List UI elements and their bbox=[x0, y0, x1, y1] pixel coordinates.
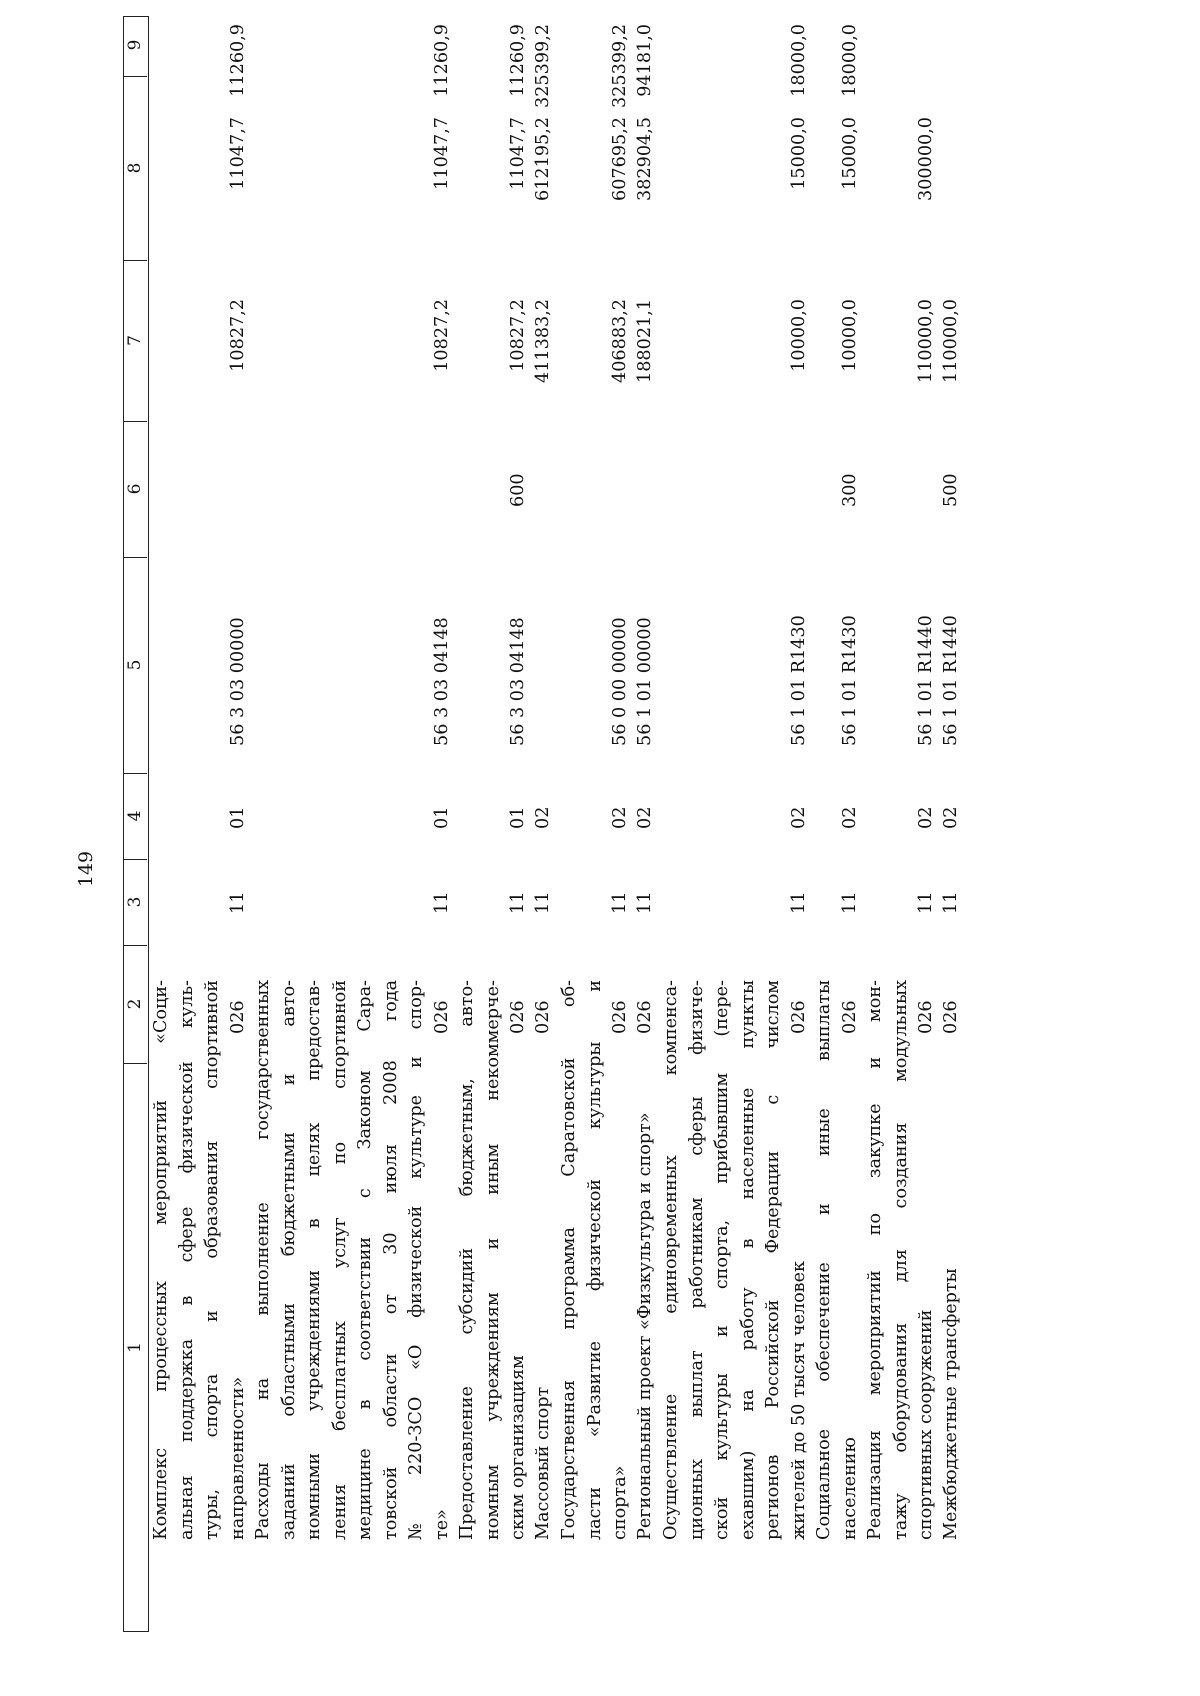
description-line: те» bbox=[431, 1509, 452, 1540]
description-line: регионов Российской Федерации с числом bbox=[763, 980, 783, 1540]
amount-year-1: 10000,0 bbox=[788, 299, 809, 372]
header-col-6: 6 bbox=[124, 421, 147, 558]
row-description bbox=[251, 980, 455, 1540]
amount-year-1: 411383,2 bbox=[533, 299, 553, 383]
amount-year-3: 11260,9 bbox=[508, 24, 528, 97]
row-description bbox=[557, 980, 634, 1540]
amount-year-2: 11047,7 bbox=[227, 117, 248, 190]
description-line: заданий областными бюджетными и авто- bbox=[278, 980, 299, 1540]
header-col-2: 2 bbox=[124, 945, 147, 1064]
amount-year-1: 188021,1 bbox=[635, 299, 655, 383]
row-description bbox=[149, 980, 251, 1540]
header-col-3: 3 bbox=[124, 859, 147, 946]
target-article-code: 56 1 01 R1440 bbox=[916, 615, 936, 746]
subsection-code: 02 bbox=[941, 806, 961, 829]
subsection-code: 02 bbox=[533, 806, 553, 829]
description-line: Реализация мероприятий по закупке и мон- bbox=[865, 980, 885, 1540]
row-description bbox=[633, 980, 659, 1540]
expense-type-code: 500 bbox=[941, 473, 961, 507]
dept-code: 026 bbox=[916, 1000, 936, 1034]
subsection-code: 01 bbox=[431, 806, 452, 829]
section-code: 11 bbox=[227, 891, 248, 914]
target-article-code: 56 1 01 00000 bbox=[635, 617, 655, 746]
subsection-code: 02 bbox=[635, 806, 655, 829]
section-code: 11 bbox=[839, 891, 860, 914]
description-line: номными учреждениями в целях предостав- bbox=[304, 980, 324, 1540]
subsection-code: 02 bbox=[610, 806, 630, 829]
target-article-code: 56 3 03 00000 bbox=[227, 617, 248, 746]
amount-year-2: 11047,7 bbox=[508, 117, 528, 190]
subsection-code: 01 bbox=[227, 806, 248, 829]
target-article-code: 56 3 03 04148 bbox=[508, 617, 528, 746]
target-article-code: 56 1 01 R1430 bbox=[839, 615, 860, 746]
dept-code: 026 bbox=[508, 1000, 528, 1034]
section-code: 11 bbox=[941, 891, 961, 914]
amount-year-2: 15000,0 bbox=[839, 117, 860, 190]
amount-year-2: 15000,0 bbox=[788, 117, 809, 190]
section-code: 11 bbox=[533, 891, 553, 914]
amount-year-3: 325399,2 bbox=[533, 24, 553, 108]
amount-year-3: 325399,2 bbox=[610, 24, 630, 108]
description-line: ской культуры и спорта, прибывшим (пере- bbox=[712, 980, 732, 1540]
description-line: жителей до 50 тысяч человек bbox=[788, 1260, 809, 1540]
amount-year-3: 11260,9 bbox=[227, 24, 248, 97]
header-col-7: 7 bbox=[124, 260, 147, 422]
description-line: направленности» bbox=[227, 1376, 248, 1540]
amount-year-1: 10827,2 bbox=[508, 299, 528, 372]
description-line: туры, спорта и образования спортивной bbox=[202, 980, 222, 1540]
header-col-1: 1 bbox=[125, 1342, 145, 1353]
description-line: медицине в соответствии с Законом Сара- bbox=[355, 980, 375, 1540]
description-line: Государственная программа Саратовской об- bbox=[559, 980, 579, 1540]
dept-code: 026 bbox=[431, 1000, 452, 1034]
target-article-code: 56 3 03 04148 bbox=[431, 617, 452, 746]
target-article-code: 56 1 01 R1430 bbox=[788, 615, 809, 746]
amount-year-2: 11047,7 bbox=[431, 117, 452, 190]
description-line: спорта» bbox=[610, 1465, 630, 1540]
amount-year-3: 18000,0 bbox=[788, 24, 809, 97]
subsection-code: 02 bbox=[839, 806, 860, 829]
amount-year-2: 612195,2 bbox=[533, 117, 553, 201]
header-col-5: 5 bbox=[124, 557, 147, 774]
row-description bbox=[863, 980, 940, 1540]
description-line: альная поддержка в сфере физической куль- bbox=[176, 980, 197, 1540]
description-line: ления бесплатных услуг по спортивной bbox=[329, 980, 350, 1540]
amount-year-1: 110000,0 bbox=[941, 299, 961, 383]
amount-year-1: 406883,2 bbox=[610, 299, 630, 383]
description-line: Межбюджетные трансферты bbox=[941, 1268, 961, 1540]
description-line: населению bbox=[839, 1437, 860, 1540]
subsection-code: 02 bbox=[916, 806, 936, 829]
amount-year-3: 11260,9 bbox=[431, 24, 452, 97]
section-code: 11 bbox=[916, 891, 936, 914]
header-col-4: 4 bbox=[124, 773, 147, 860]
row-description bbox=[455, 980, 532, 1540]
header-col-8: 8 bbox=[124, 76, 147, 261]
description-line: тажу оборудования для создания модульных bbox=[890, 980, 911, 1540]
dept-code: 026 bbox=[533, 1000, 553, 1034]
description-line: номным учреждениям и иным некоммерче- bbox=[482, 980, 503, 1540]
section-code: 11 bbox=[788, 891, 809, 914]
description-line: Комплекс процессных мероприятий «Соци- bbox=[151, 980, 171, 1540]
description-line: Массовый спорт bbox=[533, 1386, 553, 1540]
table-header bbox=[123, 16, 149, 1632]
dept-code: 026 bbox=[635, 1000, 655, 1034]
description-line: товской области от 30 июля 2008 года bbox=[380, 980, 401, 1540]
description-line: ласти «Развитие физической культуры и bbox=[584, 980, 605, 1540]
section-code: 11 bbox=[635, 891, 655, 914]
target-article-code: 56 1 01 R1440 bbox=[941, 615, 961, 746]
section-code: 11 bbox=[610, 891, 630, 914]
description-line: Социальное обеспечение и иные выплаты bbox=[814, 980, 834, 1540]
description-line: Расходы на выполнение государственных bbox=[253, 980, 273, 1540]
section-code: 11 bbox=[431, 891, 452, 914]
amount-year-1: 10827,2 bbox=[227, 299, 248, 372]
row-description bbox=[531, 980, 557, 1540]
dept-code: 026 bbox=[839, 1000, 860, 1034]
description-line: спортивных сооружений bbox=[916, 1309, 936, 1540]
description-line: ехавшим) на работу в населенные пункты bbox=[737, 980, 758, 1540]
target-article-code: 56 0 00 00000 bbox=[610, 617, 630, 746]
expense-type-code: 600 bbox=[508, 473, 528, 507]
row-description bbox=[812, 980, 863, 1540]
amount-year-2: 382904,5 bbox=[635, 117, 655, 201]
amount-year-3: 94181,0 bbox=[635, 24, 655, 97]
dept-code: 026 bbox=[227, 1000, 248, 1034]
row-description bbox=[939, 980, 965, 1540]
subsection-code: 02 bbox=[788, 806, 809, 829]
description-line: Осуществление единовременных компенса- bbox=[661, 980, 681, 1540]
description-line: ционных выплат работникам сферы физиче- bbox=[686, 980, 707, 1540]
page-number: 149 bbox=[75, 850, 97, 888]
dept-code: 026 bbox=[610, 1000, 630, 1034]
table-body bbox=[149, 0, 1200, 1632]
amount-year-1: 110000,0 bbox=[916, 299, 936, 383]
row-description bbox=[659, 980, 812, 1540]
amount-year-2: 607695,2 bbox=[610, 117, 630, 201]
header-col-9: 9 bbox=[124, 14, 147, 77]
dept-code: 026 bbox=[788, 1000, 809, 1034]
expense-type-code: 300 bbox=[839, 473, 860, 507]
dept-code: 026 bbox=[941, 1000, 961, 1034]
amount-year-3: 18000,0 bbox=[839, 24, 860, 97]
description-line: № 220-ЗСО «О физической культуре и спор- bbox=[406, 980, 426, 1540]
amount-year-2: 300000,0 bbox=[916, 117, 936, 201]
amount-year-1: 10827,2 bbox=[431, 299, 452, 372]
section-code: 11 bbox=[508, 891, 528, 914]
amount-year-1: 10000,0 bbox=[839, 299, 860, 372]
description-line: Региональный проект «Физкультура и спорт» bbox=[635, 1112, 655, 1540]
description-line: Предоставление субсидий бюджетным, авто- bbox=[457, 980, 477, 1540]
description-line: ским организациям bbox=[508, 1355, 528, 1540]
subsection-code: 01 bbox=[508, 806, 528, 829]
